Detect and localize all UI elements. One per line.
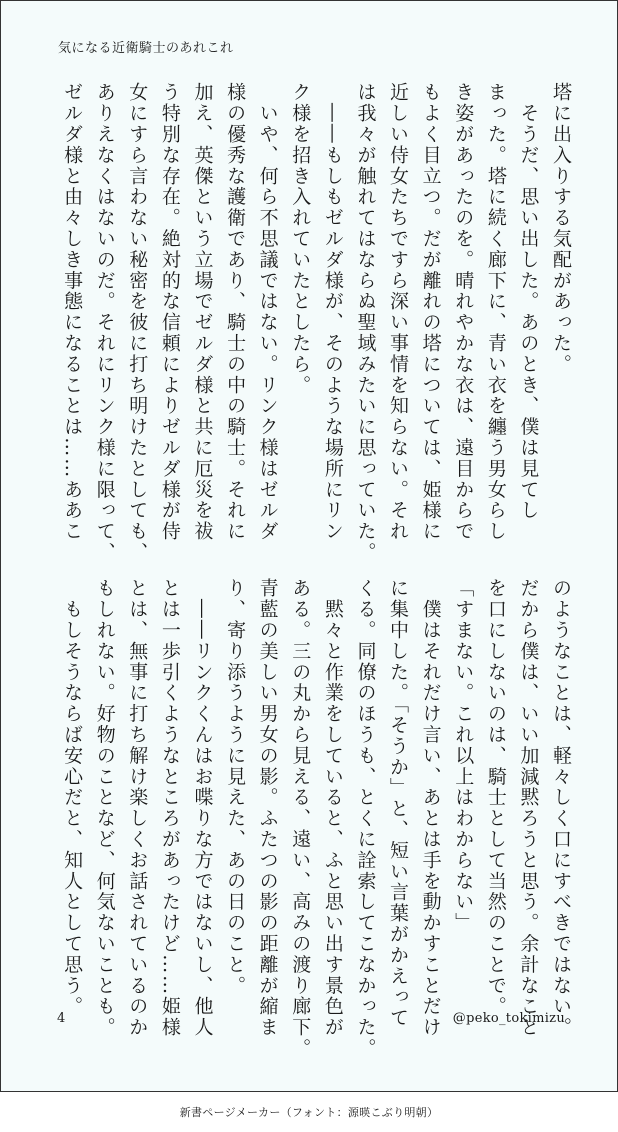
text-column: は我々が触れてはならぬ聖域みたいに思っていた。 [354,82,377,563]
text-column: のようなことは、軽々しく口にすべきではない。 [550,578,572,1038]
text-column: ク様を招き入れていたとしたら。 [289,82,312,396]
running-header-title: 気になる近衛騎士のあれこれ [58,41,234,56]
page-number: 4 [57,1011,66,1026]
text-column: を口にしないのは、騎士として当然のことで。 [484,578,507,1017]
text-column: 黙々と作業をしていると、ふと思い出す景色が [321,578,344,1038]
text-column: 「すまない。これ以上はわからない」 [452,578,475,934]
text-column: 女にすら言わない秘密を彼に打ち明けたとしても、 [126,82,149,563]
text-column: り、寄り添うように見えた、あの日のこと。 [224,578,247,996]
text-column: いや、何ら不思議ではない。リンク様はゼルダ [256,82,279,542]
text-column: とは一歩引くようなところがあったけど……姫様 [158,578,181,1038]
author-handle: @peko_tokimizu [452,1011,565,1026]
text-column: もしれない。好物のことなど、何気ないことも。 [93,578,116,1038]
text-column: に集中した。「そうか」と、短い言葉がかえって [387,578,410,1029]
text-column: だから僕は、いい加減黙ろうと思う。余計なこと [517,578,540,1038]
text-column: とは、無事に打ち解け楽しくお話されているのか [126,578,149,1038]
text-column: ゼルダ様と由々しき事態になることは……ああこ [61,82,84,542]
text-column: 僕はそれだけ言い、あとは手を動かすことだけ [419,578,442,1038]
text-column: もよく目立つ。だが離れの塔については、姫様に [419,82,442,542]
text-column: そうだ、思い出した。あのとき、僕は見てし [517,82,540,521]
text-block-upper [56,82,578,563]
text-column: まった。塔に続く廊下に、青い衣を纏う男女らし [484,82,507,542]
text-column: ある。三の丸から見える、遠い、高みの渡り廊下。 [289,578,312,1059]
text-column: もしそうならば安心だと、知人として思う。 [61,578,84,1017]
text-column: 様の優秀な護衛であり、騎士の中の騎士。それに [224,82,247,542]
text-column: 加え、英傑という立場でゼルダ様と共に厄災を祓 [191,82,214,542]
text-column: ――リンクくんはお喋りな方ではないし、他人 [191,578,214,1038]
text-column: 塔に出入りする気配があった。 [550,82,572,375]
text-column: 近しい侍女たちですら深い事情を知らない。それ [387,82,410,542]
generator-credit: 新書ページメーカー（フォント：源暎こぶり明朝） [179,1106,439,1119]
text-column: う特別な存在。絶対的な信頼によりゼルダ様が侍 [158,82,181,542]
text-column: ありえなくはないのだ。それにリンク様に限って、 [93,82,116,563]
text-column: ――もしもゼルダ様が、そのような場所にリン [321,82,344,542]
text-column: くる。同僚のほうも、とくに詮索してこなかった。 [354,578,377,1059]
text-column: き姿があったのを。晴れやかな衣は、遠目からで [452,82,475,542]
text-column: 青藍の美しい男女の影。ふたつの影の距離が縮ま [256,578,279,1038]
